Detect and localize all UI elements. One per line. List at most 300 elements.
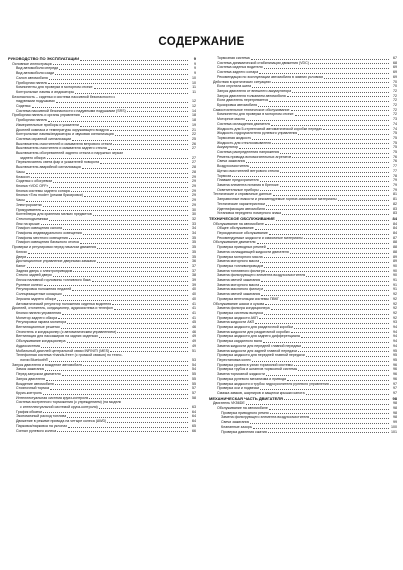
toc-page-number: 64 bbox=[192, 409, 196, 414]
toc-entry-title: Замена свечей зажигания bbox=[217, 292, 261, 297]
toc-entry-title: Система распределения напряжения bbox=[217, 150, 280, 155]
toc-entry-title: Контрольные лампы и индикаторы bbox=[16, 89, 75, 94]
toc-dot-leader bbox=[71, 191, 188, 192]
toc-dot-leader bbox=[310, 418, 389, 419]
toc-dot-leader bbox=[47, 158, 188, 159]
toc-page-number: 65 bbox=[192, 423, 196, 428]
toc-page-number: 25 bbox=[192, 136, 196, 141]
toc-dot-leader bbox=[267, 248, 389, 249]
toc-page-number: 11 bbox=[192, 89, 196, 94]
toc-dot-leader bbox=[27, 267, 188, 268]
toc-entry-title: Свечи зажигания bbox=[217, 159, 246, 164]
toc-entry-title: Идентификация автомобиля bbox=[217, 206, 265, 211]
toc-entry-title: Приборная панель bbox=[16, 80, 48, 85]
toc-page-number: 72 bbox=[393, 112, 397, 117]
toc-page-number: 96 bbox=[393, 367, 397, 372]
toc-page-number: 40 bbox=[192, 296, 196, 301]
toc-page-number: 18 bbox=[192, 118, 196, 123]
toc-entry-title: Проверки и регулировки перед началом движения bbox=[12, 245, 97, 250]
toc-entry-title: Установка переднего номерного знака bbox=[217, 211, 282, 216]
toc-entry-title: Двигатель VK56DE bbox=[213, 401, 245, 406]
toc-page-number: 91 bbox=[393, 278, 397, 283]
toc-page-number: 39 bbox=[192, 282, 196, 287]
toc-dot-leader bbox=[41, 347, 188, 348]
toc-dot-leader bbox=[81, 116, 188, 117]
toc-page-number: 88 bbox=[393, 240, 397, 245]
toc-entry-title: Выключатель очистителей и омывателя ветрового стекла bbox=[16, 141, 113, 146]
toc-dot-leader bbox=[57, 300, 188, 301]
toc-page-number: 27 bbox=[192, 146, 196, 151]
toc-dot-leader bbox=[62, 375, 188, 376]
toc-page-number: 83 bbox=[393, 211, 397, 216]
toc-entry-title: Аудиосистема bbox=[16, 343, 40, 348]
toc-entry-title: Вентиляционные решетки bbox=[16, 325, 60, 330]
toc-entry-title: Лючок наливной горловины топливного бака bbox=[16, 278, 91, 283]
toc-page-number: 90 bbox=[393, 268, 397, 273]
toc-dot-leader bbox=[42, 210, 188, 211]
toc-entry-title: Капот bbox=[16, 263, 26, 268]
toc-entry-title: Приборная панель bbox=[16, 118, 48, 123]
toc-dot-leader bbox=[115, 135, 188, 136]
toc-entry-title: Двери bbox=[16, 254, 27, 259]
toc-dot-leader bbox=[304, 238, 389, 239]
toc-dot-leader bbox=[266, 209, 389, 210]
toc-entry-title: Контейнеры для хранения мелких предметов bbox=[16, 212, 92, 217]
toc-entry-title: Система пассивной безопасности с надувными подушками (SRS) bbox=[16, 108, 126, 113]
toc-dot-leader bbox=[255, 229, 389, 230]
toc-entry-title: Часы bbox=[16, 198, 25, 203]
toc-dot-leader bbox=[330, 384, 389, 385]
toc-entry-title: Воздухоочиститель bbox=[217, 164, 250, 169]
toc-entry-title: Замена охлаждающей жидкости двигателя bbox=[217, 249, 289, 254]
toc-page-number: 12 bbox=[192, 99, 196, 104]
toc-entry-title: Основные иллюстрации bbox=[12, 61, 53, 66]
toc-entry-title: Клаксон bbox=[16, 174, 30, 179]
toc-page-number: 90 bbox=[393, 273, 397, 278]
toc-entry-title: Проверка давления сжатия bbox=[221, 429, 267, 434]
toc-page-number: 29 bbox=[192, 193, 196, 198]
toc-dot-leader bbox=[89, 398, 188, 399]
toc-dot-leader bbox=[94, 88, 188, 89]
toc-entry-title: Система охранной сигнализации bbox=[16, 136, 72, 141]
toc-dot-leader bbox=[62, 314, 188, 315]
toc-entry-title: Солнцезащитные козырьки bbox=[16, 292, 62, 297]
toc-entry-title: Парковка/парковка на уклонах bbox=[16, 423, 68, 428]
toc-entry-title: Движение в режиме привода на четыре колеса (AWD) bbox=[16, 419, 107, 424]
toc-entry-title: РУКОВОДСТВО ПО ЭКСПЛУАТАЦИИ bbox=[8, 57, 80, 61]
toc-dot-leader bbox=[263, 342, 389, 343]
toc-page-number: 35 bbox=[192, 249, 196, 254]
toc-entry-title: Проверка жидкости для заднего дифференциала bbox=[217, 334, 300, 339]
toc-page-number: 96 bbox=[393, 376, 397, 381]
toc-page-number: 91 bbox=[393, 282, 397, 287]
toc-dot-leader bbox=[27, 257, 188, 258]
toc-entry-title: Выключатель аварийной сигнализации bbox=[16, 165, 82, 170]
toc-entry-title: Тормозная жидкость bbox=[217, 135, 252, 140]
toc-page-number: 51 bbox=[192, 348, 196, 353]
toc-entry-title: Выключатель очистителя и омывателя заднего стекла bbox=[16, 146, 107, 151]
toc-page-number: 37 bbox=[192, 268, 196, 273]
toc-entry-title: заднего обзора bbox=[20, 155, 46, 160]
toc-page-number: 82 bbox=[393, 201, 397, 206]
toc-page-number: 57 bbox=[192, 390, 196, 395]
toc-page-number: 89 bbox=[393, 254, 397, 259]
toc-page-number: 28 bbox=[192, 165, 196, 170]
toc-dot-leader bbox=[67, 323, 188, 324]
toc-page-number: 34 bbox=[192, 226, 196, 231]
toc-page-number: 95 bbox=[393, 358, 397, 362]
toc-dot-leader bbox=[291, 110, 390, 111]
toc-dot-leader bbox=[110, 130, 188, 131]
toc-dot-leader bbox=[264, 314, 389, 315]
toc-page-number: 77 bbox=[393, 164, 397, 169]
toc-page-number: 76 bbox=[393, 159, 397, 164]
toc-entry[interactable] bbox=[8, 429, 196, 434]
toc-page-number: 49 bbox=[192, 343, 196, 348]
toc-dot-leader bbox=[83, 365, 188, 366]
toc-dot-leader bbox=[268, 432, 389, 433]
toc-dot-leader bbox=[264, 290, 389, 291]
toc-page-number: 34 bbox=[192, 231, 196, 236]
toc-page-number: 54 bbox=[192, 367, 196, 372]
toc-dot-leader bbox=[48, 121, 188, 122]
toc-dot-leader bbox=[55, 384, 188, 385]
toc-entry-title: Замена тормозной жидкости bbox=[217, 372, 265, 377]
toc-dot-leader bbox=[53, 64, 188, 65]
toc-page-number: 88 bbox=[393, 249, 397, 254]
toc-entry-title: Рекомендуемые жидкости и смазочные материалы bbox=[217, 235, 303, 240]
toc-dot-leader bbox=[43, 206, 188, 207]
toc-page-number: 30 bbox=[192, 212, 196, 217]
toc-dot-leader bbox=[292, 92, 389, 93]
toc-dot-leader bbox=[306, 356, 389, 357]
toc-entry-title: Отопитель и кондиционер (с автоматическим управлением) bbox=[16, 329, 117, 334]
toc-entry-title: Вид автомобиля сзади bbox=[16, 71, 55, 76]
toc-entry-title: Проверка моторного масла bbox=[217, 254, 263, 259]
toc-page-number: 98 bbox=[393, 406, 397, 411]
toc-page-number: 75 bbox=[393, 145, 397, 150]
toc-dot-leader bbox=[260, 190, 389, 191]
toc-dot-leader bbox=[49, 187, 188, 188]
toc-dot-leader bbox=[280, 300, 389, 301]
toc-page-number: 12 bbox=[192, 104, 196, 109]
toc-entry-title: Замок зажигания bbox=[16, 367, 45, 372]
toc-entry-title: Периодическое обслуживание bbox=[217, 231, 268, 236]
toc-page-number: 32 bbox=[192, 216, 196, 221]
toc-dot-leader bbox=[73, 271, 188, 272]
toc-page-number: 91 bbox=[393, 287, 397, 292]
toc-entry-title: Часы bbox=[16, 169, 25, 174]
toc-dot-leader bbox=[82, 168, 188, 169]
toc-entry-title: Безопасность – сиденья и система пассивной безопасности с bbox=[12, 94, 116, 99]
toc-dot-leader bbox=[49, 79, 188, 80]
toc-dot-leader bbox=[260, 262, 389, 263]
toc-page-number: 97 bbox=[393, 381, 397, 386]
toc-entry-title: Проверка уровня в узлах тормозной системы bbox=[217, 362, 293, 367]
toc-dot-leader bbox=[323, 129, 389, 130]
toc-entry[interactable] bbox=[209, 391, 397, 396]
toc-entry-title: Стекло задней двери bbox=[16, 273, 52, 278]
toc-entry-title: Задняя дверь с электроприводом bbox=[16, 268, 73, 273]
toc-dot-leader bbox=[264, 267, 389, 268]
toc-dot-leader bbox=[69, 238, 188, 239]
toc-entry-title: Ключи bbox=[16, 249, 27, 254]
toc-page-number: 96 bbox=[393, 362, 397, 367]
toc-entry-title: Вид автомобиля спереди bbox=[16, 66, 59, 71]
toc-dot-leader bbox=[239, 148, 389, 149]
toc-page-number: 29 bbox=[192, 179, 196, 184]
toc-page-number: 37 bbox=[192, 263, 196, 268]
toc-page-number: 41 bbox=[192, 306, 196, 311]
toc-page-number: 92 bbox=[393, 315, 397, 320]
toc-entry-title: Проверка жидкости для передней главной передачи bbox=[217, 353, 305, 358]
toc-page-number: 33 bbox=[192, 221, 196, 226]
toc-entry-title: Плафон освещения салона bbox=[16, 226, 63, 231]
toc-page-number: 74 bbox=[393, 126, 397, 131]
toc-dot-leader bbox=[284, 399, 389, 400]
toc-entry-title: Система экстренного торможения (с упреждением) (на модели bbox=[16, 400, 122, 405]
toc-dot-leader bbox=[276, 220, 389, 221]
page-title: СОДЕРЖАНИЕ bbox=[158, 36, 245, 48]
toc-entry-title: Перестановка колес bbox=[217, 358, 251, 362]
toc-dot-leader bbox=[46, 380, 188, 381]
toc-dot-leader bbox=[259, 318, 389, 319]
toc-dot-leader bbox=[271, 125, 389, 126]
toc-dot-leader bbox=[261, 281, 389, 282]
toc-entry-title: Смазка замков, шарниров и защелки крышки капота bbox=[217, 390, 305, 395]
toc-entry-title: Салон автомобиля bbox=[16, 75, 48, 80]
toc-entry-title: Заправочные емкости и рекомендуемые горюче-смазочные материалы bbox=[217, 197, 337, 202]
toc-dot-leader bbox=[246, 162, 389, 163]
toc-dot-leader bbox=[44, 285, 188, 286]
toc-page-number: 70 bbox=[393, 84, 397, 89]
toc-entry-title: Дистанционное управление дверными замками bbox=[16, 259, 96, 264]
toc-dot-leader bbox=[260, 285, 389, 286]
toc-page-number: 72 bbox=[393, 93, 397, 98]
toc-entry-title: Проверка оси и подвески bbox=[217, 386, 260, 391]
toc-entry-title: Проверка топливопроводов bbox=[217, 263, 264, 268]
toc-entry-title: Самостоятельное техническое обслуживание bbox=[213, 107, 290, 112]
toc-page-number: 39 bbox=[192, 278, 196, 283]
toc-entry-title: Проверка трубок и шлангов тормозной системы bbox=[217, 367, 298, 372]
toc-dot-leader bbox=[294, 328, 389, 329]
toc-entry-title: Запуск двигателя bbox=[16, 376, 45, 381]
toc-page-number: 75 bbox=[393, 135, 397, 140]
toc-page-number: 18 bbox=[192, 113, 196, 118]
toc-page-number: 94 bbox=[393, 334, 397, 339]
toc-dot-leader bbox=[75, 93, 188, 94]
toc-entry-title: ТЕХНИЧЕСКОЕ ОБСЛУЖИВАНИЕ bbox=[209, 216, 275, 221]
toc-page-number: 35 bbox=[192, 235, 196, 240]
toc-page-number: 96 bbox=[393, 372, 397, 377]
toc-dot-leader bbox=[93, 215, 188, 216]
toc-entry-title: Замена фильтрующего элемента воздухоочистителя bbox=[221, 415, 310, 420]
toc-page-number: 94 bbox=[393, 339, 397, 344]
toc-entry-title: График обкатки bbox=[16, 409, 43, 414]
toc-page-number: 88 bbox=[393, 245, 397, 250]
toc-dot-leader bbox=[292, 157, 389, 158]
toc-entry-title: Мобильный дисплей центральной связи INFINITI (MES) bbox=[16, 348, 110, 353]
toc-dot-leader bbox=[295, 115, 389, 116]
toc-page-number: 10 bbox=[192, 80, 196, 85]
toc-dot-leader bbox=[266, 205, 389, 206]
toc-entry-title: Обслуживание двигателя bbox=[213, 240, 256, 245]
toc-page-number: 72 bbox=[393, 88, 397, 93]
toc-page-number: 53 bbox=[192, 358, 196, 362]
toc-page-number: 49 bbox=[192, 334, 196, 339]
toc-page-number: 69 bbox=[393, 74, 397, 79]
toc-dot-leader bbox=[97, 248, 188, 249]
toc-dot-leader bbox=[301, 337, 389, 338]
toc-page-number: 73 bbox=[393, 117, 397, 122]
toc-dot-leader bbox=[255, 323, 389, 324]
toc-page-number: 75 bbox=[393, 140, 397, 145]
toc-page-number: 79 bbox=[393, 182, 397, 187]
toc-page-number: 75 bbox=[393, 150, 397, 155]
toc-page-number: 93 bbox=[393, 320, 397, 325]
toc-dot-leader bbox=[260, 389, 389, 390]
toc-dot-leader bbox=[264, 257, 389, 258]
toc-dot-leader bbox=[84, 196, 188, 197]
toc-entry-title: Аккумулятор bbox=[217, 145, 239, 150]
toc-entry-title: Обслуживание на автомобиле bbox=[217, 406, 268, 411]
toc-page-number: 30 bbox=[192, 207, 196, 212]
toc-entry-title: Стеклоподъемники bbox=[16, 216, 49, 221]
toc-dot-leader bbox=[80, 60, 188, 61]
toc-dot-leader bbox=[127, 111, 188, 112]
toc-dot-leader bbox=[272, 82, 389, 83]
toc-entry-title: Кнопка «VDC OFF» bbox=[16, 183, 49, 188]
toc-page-number: 45 bbox=[192, 320, 196, 325]
toc-entry-title: Замена жидкости для передней главной передачи bbox=[217, 343, 302, 348]
toc-page-number: 29 bbox=[192, 202, 196, 207]
toc-page-number: 63 bbox=[192, 405, 196, 410]
toc-entry-title: Контрольные лампы/индикаторы и звуковая сигнализация bbox=[16, 132, 114, 137]
toc-dot-leader bbox=[298, 134, 389, 135]
toc-entry-title: Перед запуском двигателя bbox=[16, 372, 61, 377]
toc-dot-leader bbox=[261, 295, 389, 296]
toc-entry-title: Вождение автомобиля bbox=[16, 381, 54, 386]
toc-page-number: 90 bbox=[393, 263, 397, 268]
toc-entry-title: Замена масляного фильтра bbox=[217, 287, 264, 292]
toc-entry-title: Осветительные приборы bbox=[217, 187, 259, 192]
toc-dot-leader bbox=[250, 167, 389, 168]
toc-dot-leader bbox=[291, 332, 389, 333]
toc-entry-title: Зеркала заднего обзора bbox=[16, 296, 57, 301]
toc-dot-leader bbox=[269, 409, 389, 410]
toc-entry-title: Замена жидкости АКП bbox=[217, 320, 255, 325]
toc-dot-leader bbox=[252, 361, 389, 362]
toc-entry-title: Телефонная система «hands-free» (с громкой связью) по техно- bbox=[16, 353, 123, 358]
toc-entry[interactable] bbox=[209, 430, 397, 435]
toc-entry-title: Рекомендации по эксплуатации автомобиля в зимних условиях bbox=[217, 74, 324, 79]
toc-entry-title: Сиденья bbox=[16, 104, 31, 109]
toc-entry-title: Проверка жидкости АКП bbox=[217, 315, 258, 320]
toc-page-number: 26 bbox=[192, 141, 196, 146]
toc-page-number: 76 bbox=[393, 154, 397, 159]
toc-dot-leader bbox=[63, 229, 188, 230]
toc-page-number: 81 bbox=[393, 192, 397, 197]
toc-dot-leader bbox=[264, 68, 389, 69]
toc-dot-leader bbox=[110, 351, 188, 352]
toc-dot-leader bbox=[48, 83, 188, 84]
toc-entry-title: логии Bluetooth® bbox=[20, 358, 49, 362]
toc-entry-title: Замена жидкости для задней главной передачи bbox=[217, 348, 298, 353]
toc-page-number: 27 bbox=[192, 160, 196, 165]
toc-page-number: 64 bbox=[192, 414, 196, 419]
toc-entry-title: Стояночный тормоз bbox=[16, 386, 50, 391]
toc-dot-leader bbox=[67, 417, 188, 418]
toc-page-number: 41 bbox=[192, 310, 196, 315]
toc-dot-leader bbox=[246, 120, 389, 121]
toc-page-number: 55 bbox=[192, 372, 196, 377]
toc-page-number: 98 bbox=[392, 395, 397, 401]
toc-dot-leader bbox=[113, 144, 188, 145]
toc-page-number: 84 bbox=[393, 226, 397, 231]
toc-entry-title: Компоненты для проверки в моторном отсеке bbox=[16, 85, 93, 90]
toc-dot-leader bbox=[338, 200, 389, 201]
toc-entry-title: Проверка приводных ремней bbox=[217, 245, 266, 250]
toc-page-number: 94 bbox=[393, 329, 397, 334]
toc-dot-leader bbox=[117, 332, 188, 333]
toc-dot-leader bbox=[290, 253, 389, 254]
toc-page-number: 58 bbox=[192, 395, 196, 400]
toc-entry-title: Действия в критических ситуациях bbox=[213, 79, 271, 84]
toc-dot-leader bbox=[271, 309, 389, 310]
toc-page-number: 35 bbox=[192, 254, 196, 259]
toc-right-column bbox=[209, 56, 397, 434]
toc-entry-title: Замена топливного фильтра bbox=[217, 268, 265, 273]
toc-dot-leader bbox=[49, 361, 188, 362]
toc-dot-leader bbox=[56, 102, 188, 103]
toc-dot-leader bbox=[273, 195, 389, 196]
toc-entry-title: Плафоны индивидуального освещения bbox=[16, 231, 82, 236]
toc-page-number: 10 bbox=[192, 75, 196, 80]
toc-page-number: 19 bbox=[192, 122, 196, 127]
toc-page-number: 36 bbox=[192, 259, 196, 264]
toc-entry-title: Система заднего сонара bbox=[217, 70, 259, 75]
toc-dot-leader bbox=[259, 73, 389, 74]
toc-entry-title: Дисплей компаса и температуры окружающего воздуха bbox=[16, 127, 109, 132]
toc-page-number: 77 bbox=[393, 168, 397, 173]
toc-dot-leader bbox=[53, 276, 188, 277]
toc-dot-leader bbox=[72, 290, 188, 291]
toc-dot-leader bbox=[80, 126, 188, 127]
toc-dot-leader bbox=[61, 328, 188, 329]
toc-entry-title: надувными подушками bbox=[16, 99, 55, 104]
toc-dot-leader bbox=[112, 304, 188, 305]
toc-dot-leader bbox=[97, 262, 188, 263]
toc-entry-title: Если спустила шина bbox=[217, 84, 252, 89]
toc-page-number: 38 bbox=[192, 273, 196, 278]
toc-columns bbox=[8, 56, 397, 561]
toc-entry-title: Тормоза bbox=[217, 173, 231, 178]
toc-dot-leader bbox=[294, 365, 389, 366]
toc-page-number: 95 bbox=[393, 348, 397, 353]
toc-page-number: 11 bbox=[192, 85, 196, 90]
toc-entry-title: Запуск двигателя толканием автомобиля bbox=[217, 93, 286, 98]
toc-entry-title: Жидкость для стеклоомывателя bbox=[217, 140, 272, 145]
toc-entry[interactable] bbox=[209, 211, 397, 216]
toc-page-number: 84 bbox=[393, 221, 397, 226]
toc-page-number: 99 bbox=[393, 420, 397, 425]
toc-entry-title: Замена жидкости для раздаточной коробки bbox=[217, 329, 290, 334]
toc-page-number: 101 bbox=[391, 429, 397, 434]
toc-entry-title: Автоматический регулятор положения сиденья водителя bbox=[16, 301, 112, 306]
toc-page-number: 21 bbox=[192, 127, 196, 132]
toc-dot-leader bbox=[72, 140, 188, 141]
toc-page-number: 100 bbox=[391, 424, 397, 429]
